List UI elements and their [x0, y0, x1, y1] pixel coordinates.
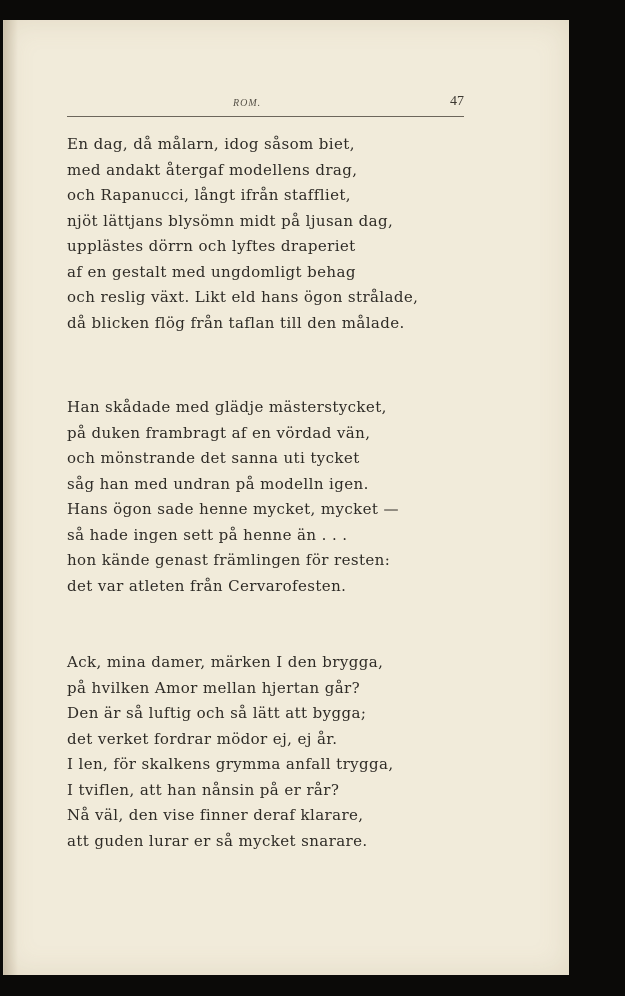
verse-line: I tviflen, att han nånsin på er rår? [67, 780, 340, 799]
verse-line: på duken frambragt af en vördad vän, [67, 423, 371, 442]
verse-line: såg han med undran på modelln igen. [67, 474, 369, 493]
verse-line: Ack, mina damer, märken I den brygga, [67, 653, 384, 671]
verse-line: af en gestalt med ungdomligt behag [67, 262, 356, 281]
verse-line: då blicken flög från taflan till den målade. [67, 313, 405, 332]
verse-line: Nå väl, den vise finner deraf klarare, [67, 806, 364, 824]
verse-line: Den är så luftig och så lätt att bygga; [67, 704, 367, 722]
verse-line: på hvilken Amor mellan hjertan går? [67, 678, 361, 697]
verse-line: Han skådade med glädje mästerstycket, [67, 398, 387, 416]
verse-line: Hans ögon sade henne mycket, mycket — [67, 500, 399, 518]
spine-shadow [4, 20, 18, 975]
verse-line: att guden lurar er så mycket snarare. [67, 831, 368, 850]
verse-line: och reslig växt. Likt eld hans ögon strålade, [67, 288, 419, 306]
stanza-3 [67, 650, 394, 854]
verse-line: det var atleten från Cervarofesten. [67, 576, 347, 595]
book-page [3, 20, 569, 975]
verse-line: och Rapanucci, långt ifrån staffliet, [67, 186, 351, 204]
page-number: 47 [450, 94, 464, 109]
verse-line: med andakt återgaf modellens drag, [67, 160, 358, 179]
stanza-1 [67, 132, 418, 336]
verse-line: I len, för skalkens grymma anfall trygga, [67, 755, 394, 773]
verse-line: så hade ingen sett på henne än . . . [67, 525, 348, 544]
verse-line: och mönstrande det sanna uti tycket [67, 449, 360, 467]
header-rule [67, 116, 464, 117]
page-header [4, 94, 569, 114]
stanza-2 [67, 395, 399, 599]
verse-line: upplästes dörrn och lyftes draperiet [67, 237, 356, 255]
verse-line: det verket fordrar mödor ej, ej år. [67, 729, 338, 748]
running-title: ROM. [233, 98, 262, 109]
verse-line: njöt lättjans blysömn midt på ljusan dag, [67, 211, 394, 230]
verse-line: En dag, då målarn, idog såsom biet, [67, 135, 355, 153]
verse-line: hon kände genast främlingen för resten: [67, 551, 391, 569]
scan-background-bottom [0, 975, 625, 996]
